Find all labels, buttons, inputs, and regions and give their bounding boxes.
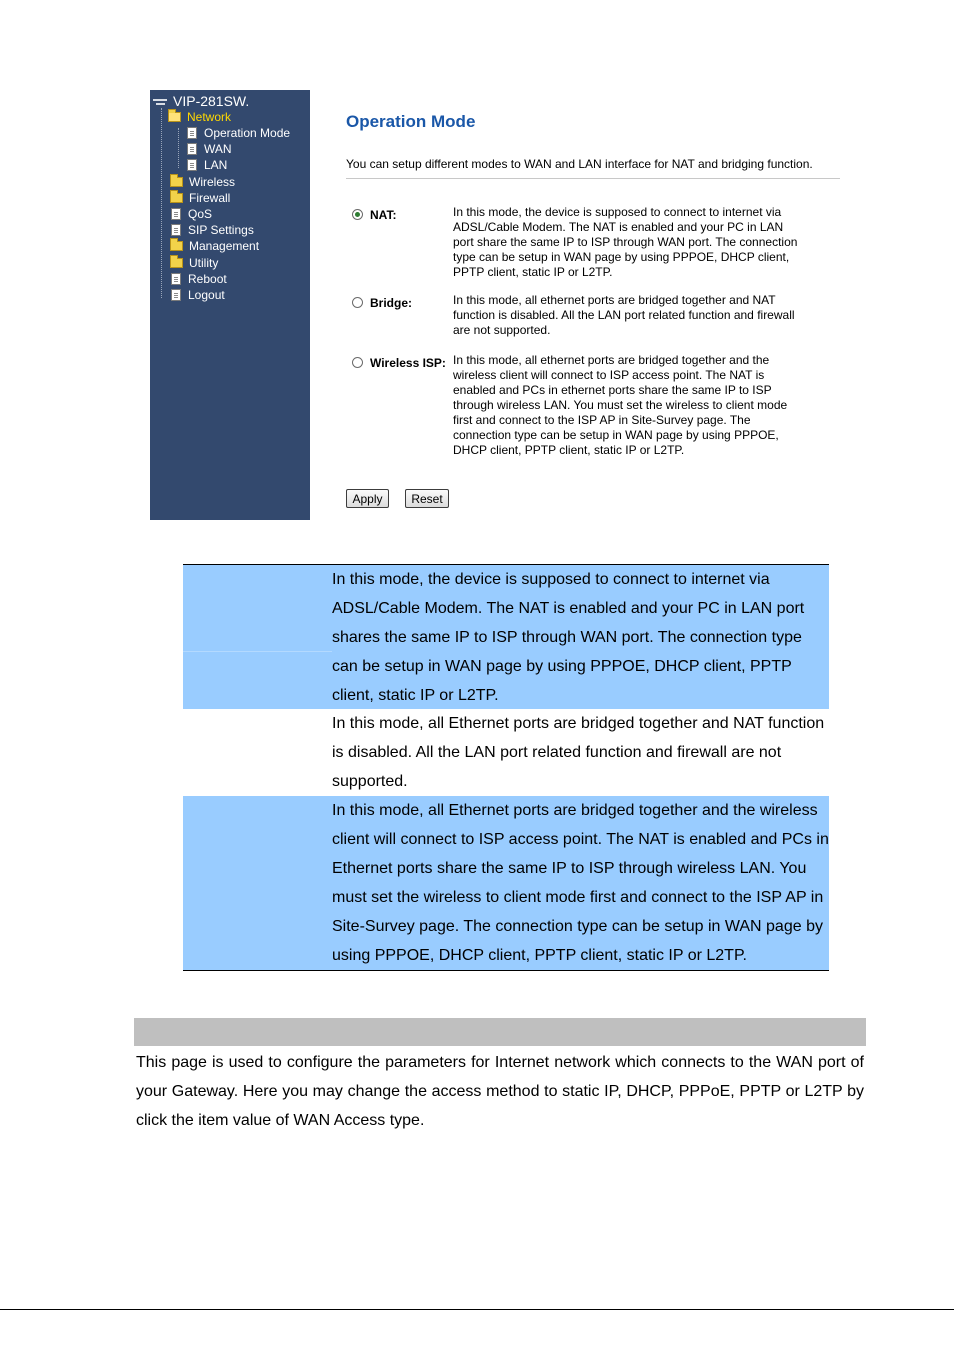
text-line: are not supported. — [453, 323, 551, 337]
text-line: ADSL/Cable Modem. The NAT is enabled and your PC in LAN — [453, 220, 784, 234]
nat-label: NAT: — [370, 208, 397, 222]
text-line: In this mode, all Ethernet ports are bridged together and NAT function — [332, 715, 825, 732]
text-line: In this mode, all ethernet ports are bridged together and NAT — [453, 293, 776, 307]
page-icon — [187, 127, 197, 139]
divider — [346, 178, 840, 179]
table-description-cell — [332, 796, 829, 970]
wireless-isp-description — [453, 353, 798, 458]
table-bottom-border — [183, 970, 829, 971]
page-icon — [171, 273, 181, 285]
text-line: is disabled. All the LAN port related function and firewall are not — [332, 744, 782, 761]
cell-divider — [183, 651, 332, 652]
sidebar-item-label: QoS — [188, 207, 213, 221]
table-description-cell — [332, 565, 829, 709]
page-description: You can setup different modes to WAN and LAN interface for NAT and bridging function. — [346, 157, 813, 171]
page-title: Operation Mode — [346, 112, 476, 131]
text-line: Ethernet ports share the same IP to ISP through wireless LAN. You — [332, 860, 807, 877]
sidebar-item-label: LAN — [204, 158, 228, 172]
text-line: client, static IP or L2TP. — [332, 687, 499, 704]
sidebar-item-label: SIP Settings — [188, 223, 254, 237]
network-root-icon — [153, 96, 167, 107]
text-line: ADSL/Cable Modem. The NAT is enabled and your PC in LAN port — [332, 600, 805, 617]
section-heading-bar — [134, 1018, 866, 1046]
text-line: through wireless LAN. You must set the wireless to client mode — [453, 398, 788, 412]
sidebar-item-label: Wireless — [189, 175, 236, 189]
sidebar-item-label: Reboot — [188, 272, 227, 286]
text-line: DHCP client, PPTP client, static IP or L2TP. — [453, 443, 685, 457]
sidebar-item-firewall[interactable] — [170, 190, 230, 206]
page-icon — [171, 224, 181, 236]
sidebar-item-logout[interactable] — [171, 287, 225, 303]
page-icon — [171, 289, 181, 301]
sidebar-item-label: Operation Mode — [204, 126, 291, 140]
bridge-radio[interactable] — [352, 297, 363, 308]
table-label-cell — [183, 709, 332, 796]
sidebar-item-label: Network — [187, 110, 232, 124]
text-line: can be setup in WAN page by using PPPOE, DHCP client, PPTP — [332, 658, 792, 675]
text-line: Site-Survey page. The connection type can be setup in WAN page by — [332, 918, 823, 935]
text-line: type can be setup in WAN page by using PPPOE, DHCP client, — [453, 250, 790, 264]
sidebar-item-lan[interactable] — [187, 157, 227, 173]
text-line: PPTP client, static IP or L2TP. — [453, 265, 613, 279]
table-row — [183, 709, 829, 796]
bridge-label: Bridge: — [370, 296, 412, 310]
sidebar-item-sip-settings[interactable] — [171, 222, 254, 238]
tree-connector — [178, 128, 179, 168]
sidebar-item-operation-mode[interactable] — [187, 125, 290, 141]
sidebar-item-utility[interactable] — [170, 255, 218, 271]
page-icon — [187, 159, 197, 171]
wireless-isp-label: Wireless ISP: — [370, 356, 446, 370]
text-line: In this mode, all ethernet ports are bridged together and the — [453, 353, 770, 367]
page-icon — [187, 143, 197, 155]
nat-description — [453, 205, 798, 280]
table-label-cell — [183, 796, 332, 970]
sidebar-item-label: Firewall — [189, 191, 231, 205]
apply-button[interactable]: Apply — [346, 489, 389, 508]
text-line: In this mode, the device is supposed to connect to internet via — [453, 205, 782, 219]
text-line: In this mode, all Ethernet ports are bridged together and the wireless — [332, 802, 818, 819]
wireless-isp-radio[interactable] — [352, 357, 363, 368]
text-line: In this mode, the device is supposed to connect to internet via — [332, 571, 770, 588]
text-line: function is disabled. All the LAN port related function and firewall — [453, 308, 795, 322]
sidebar-item-qos[interactable] — [171, 206, 212, 222]
text-line: using PPPOE, DHCP client, PPTP client, static IP or L2TP. — [332, 947, 747, 964]
folder-icon — [170, 193, 183, 203]
folder-icon — [170, 177, 183, 187]
text-line: port share the same IP to ISP through WAN port. The connection — [453, 235, 798, 249]
table-row — [183, 565, 829, 709]
sidebar-item-wireless[interactable] — [170, 174, 235, 190]
nat-radio[interactable] — [352, 209, 363, 220]
folder-icon — [170, 258, 183, 268]
bridge-description — [453, 293, 798, 338]
sidebar-item-label: Management — [189, 239, 260, 253]
table-description-cell — [332, 709, 829, 796]
text-line: enabled and PCs in ethernet ports share the same IP to ISP — [453, 383, 772, 397]
sidebar-item-network[interactable] — [168, 109, 231, 125]
text-line: must set the wireless to client mode first and connect to the ISP AP in — [332, 889, 824, 906]
sidebar-item-label: Logout — [188, 288, 225, 302]
sidebar-root-label: VIP-281SW. — [173, 93, 250, 109]
text-line: first and connect to the ISP AP in Site-Survey page. The — [453, 413, 751, 427]
table-row — [183, 796, 829, 970]
reset-button[interactable]: Reset — [405, 489, 449, 508]
text-line: connection type can be setup in WAN page by using PPPOE, — [453, 428, 779, 442]
sidebar-item-wan[interactable] — [187, 141, 232, 157]
sidebar-tree — [150, 90, 310, 520]
sidebar-item-label: WAN — [204, 142, 232, 156]
folder-icon — [170, 241, 183, 251]
sidebar-root[interactable] — [153, 93, 249, 109]
text-line: wireless client will connect to ISP access point. The NAT is — [453, 368, 765, 382]
sidebar-item-management[interactable] — [170, 238, 259, 254]
page-icon — [171, 208, 181, 220]
sidebar-item-reboot[interactable] — [171, 271, 227, 287]
tree-connector — [161, 108, 162, 298]
section-paragraph: This page is used to configure the parameters for Internet network which connects to the WAN port of your Gateway. Here you may change the access method to static IP, DHCP, PPPoE, PPTP or L2TP by click the item value of WAN Access type. — [136, 1054, 864, 1129]
footer-rule — [0, 1309, 954, 1310]
folder-open-icon — [168, 112, 181, 122]
text-line: supported. — [332, 773, 408, 790]
sidebar-item-label: Utility — [189, 256, 219, 270]
text-line: shares the same IP to ISP through WAN port. The connection type — [332, 629, 802, 646]
table-label-cell — [183, 565, 332, 709]
text-line: client will connect to ISP access point. The NAT is enabled and PCs in — [332, 831, 829, 848]
